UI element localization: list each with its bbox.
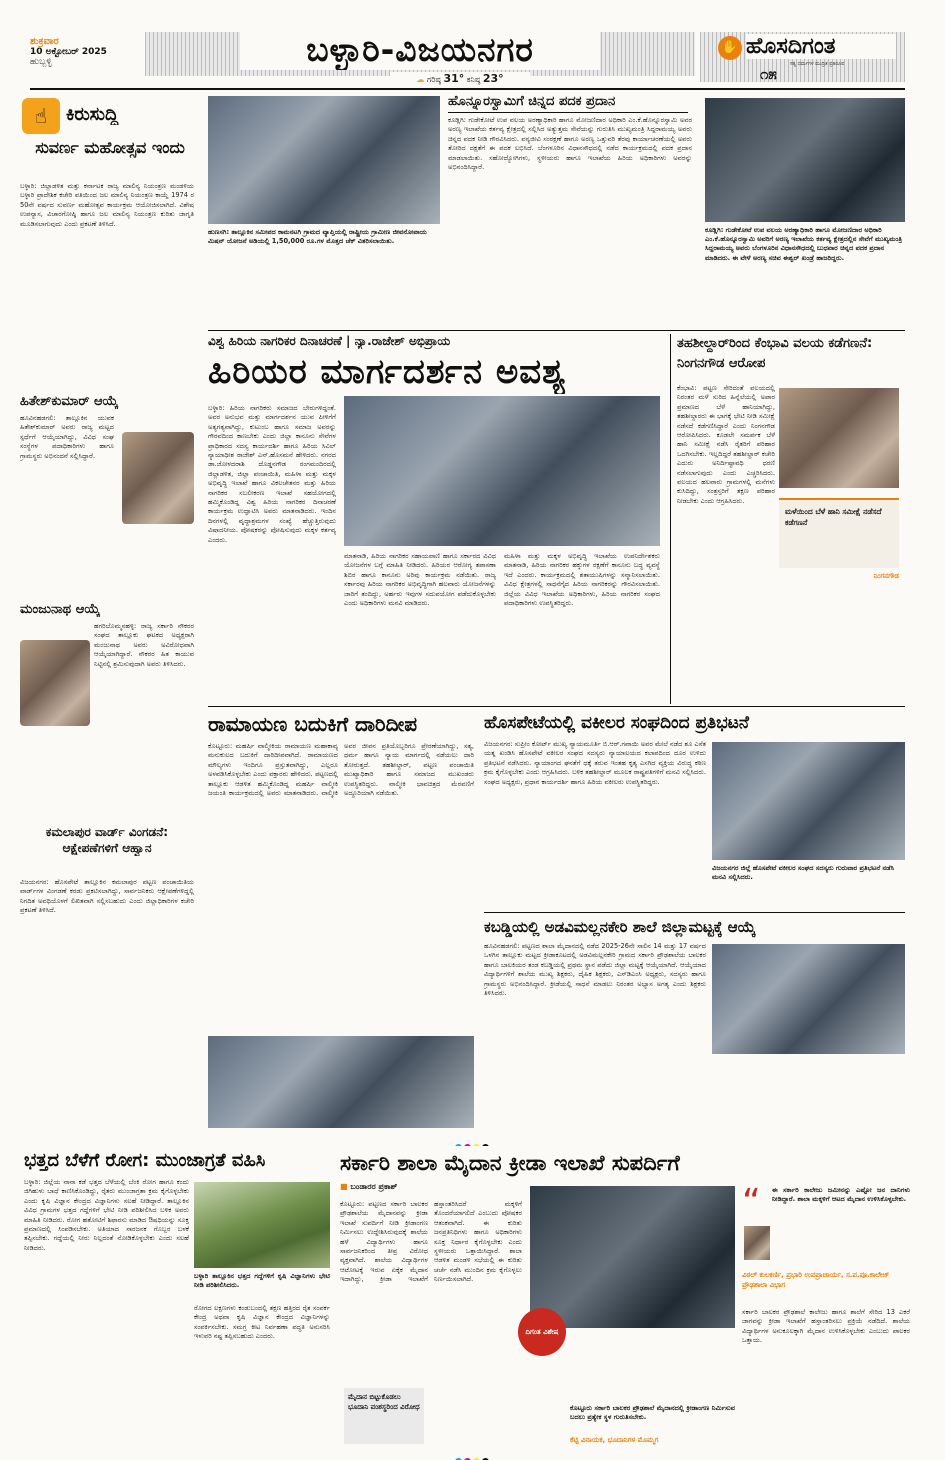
kirusuddi-headline: ಸುವರ್ಣ ಮಹೋತ್ಸವ ಇಂದು [35,138,185,157]
school-headline: ಸರ್ಕಾರಿ ಶಾಲಾ ಮೈದಾನ ಕ್ರೀಡಾ ಇಲಾಖೆ ಸುಪರ್ದಿಗೆ [340,1151,680,1175]
weather-readout: ☁ ಗರಿಷ್ಠ 31° ಕನಿಷ್ಠ 23° [390,72,530,86]
day-label: ಶುಕ್ರವಾರ [30,36,59,47]
elders-body-col2: ಮಾತನಾಡಿ, ಹಿರಿಯ ನಾಗರಿಕರ ಸಹಾಯವಾಣಿ ಹಾಗೂ ಸರ್ಕಾರದ ವಿವಿಧ ಯೋಜನೆಗಳ ಬಗ್ಗೆ ಮಾಹಿತಿ ನೀಡಿದರು. ಹಿರಿಯರ ಆರೋಗ್ಯ ತಪಾಸಣಾ ಶಿಬಿರ ಹಾಗೂ ಕಾನೂನು ಅರಿವು ಕಾರ್ಯಕ್ರಮ ನಡೆಯಿತು. ರಾಜ್ಯ ಸರ್ಕಾರವು ಹಿರಿಯ ನಾಗರಿಕರ ಅಭಿವೃದ್ಧಿಗಾಗಿ ಹಲವಾರು ಯೋಜನೆಗಳನ್ನು ಜಾರಿಗೆ ತಂದಿದ್ದು, ಅರ್ಹರು ಇವುಗಳ ಸದುಪಯೋಗ ಪಡೆದುಕೊಳ್ಳಬೇಕು ಎಂದು ಅಧಿಕಾರಿಗಳು ಮನವಿ ಮಾಡಿದರು. [344,552,496,608]
item3-body: ಹಗರಿಬೊಮ್ಮನಹಳ್ಳಿ: ರಾಜ್ಯ ಸರ್ಕಾರಿ ನೌಕರರ ಸಂಘದ ತಾಲ್ಲೂಕು ಘಟಕದ ಅಧ್ಯಕ್ಷರಾಗಿ ಮಂಜುನಾಥ ಅವರು ಅವಿರೋಧವಾಗಿ ಆಯ್ಕೆಯಾಗಿದ್ದಾರೆ. ನೌಕರರ ಹಿತ ಕಾಯುವ ನಿಟ್ಟಿನಲ್ಲಿ ಶ್ರಮಿಸುವುದಾಗಿ ಅವರು ತಿಳಿಸಿದರು. [94,622,194,668]
paddy-body-2: ರೋಗದ ಲಕ್ಷಣಗಳು ಕಂಡುಬಂದಲ್ಲಿ ತಕ್ಷಣ ಹತ್ತಿರದ ರೈತ ಸಂಪರ್ಕ ಕೇಂದ್ರ ಅಥವಾ ಕೃಷಿ ವಿಜ್ಞಾನ ಕೇಂದ್ರದ ವಿಜ್ಞಾನಿಗಳನ್ನು ಸಂಪರ್ಕಿಸಬೇಕು. ಸಮಗ್ರ ಕೀಟ ನಿರ್ವಹಣಾ ಪದ್ಧತಿ ಅನುಸರಿಸಿ ಇಳುವರಿ ನಷ್ಟ ತಪ್ಪಿಸಬಹುದು ಎಂದರು. [194,1304,330,1341]
quote1-author: ವಿಠಲ್ ಕುಲಕರ್ಣಿ, ಪ್ರಭಾರಿ ಉಪಪ್ರಾಚಾರ್ಯ, ಸ.ಪ.ಪೂ.ಕಾಲೇಜ್ ಪ್ರೌಢಶಾಲಾ ವಿಭಾಗ [742,1271,890,1289]
tahsildar-body: ಕೆಂಭಾವಿ: ಪಟ್ಟಣ ಸೇರಿದಂತೆ ವಲಯದಲ್ಲಿ ನಿರಂತರ ಮಳೆ ಸುರಿದ ಹಿನ್ನೆಲೆಯಲ್ಲಿ ಅಪಾರ ಪ್ರಮಾಣದ ಬೆಳೆ ಹಾನಿಯಾಗಿದ್ದು, ತಹಶೀಲ್ದಾರರು ಈ ಭಾಗಕ್ಕೆ ಭೇಟಿ ನೀಡಿ ಸಮೀಕ್ಷೆ ನಡೆಸದೆ ಕಡೆಗಣಿಸಿದ್ದಾರೆ ಎಂದು ನಿಂಗನಗೌಡ ಆರೋಪಿಸಿದರು. ಕೂಡಲೇ ಸಮರ್ಪಕ ಬೆಳೆ ಹಾನಿ ಸಮೀಕ್ಷೆ ನಡೆಸಿ ರೈತರಿಗೆ ಪರಿಹಾರ ಒದಗಿಸಬೇಕು. ಇಲ್ಲದಿದ್ದರೆ ತಹಶೀಲ್ದಾರ್ ಕಚೇರಿ ಎದುರು ಅನಿರ್ದಿಷ್ಟಾವಧಿ ಧರಣಿ ನಡೆಸಲಾಗುವುದು ಎಂದು ಎಚ್ಚರಿಸಿದರು. ವಲಯದ ಹಲವಾರು ಗ್ರಾಮಗಳಲ್ಲಿ ಮನೆಗಳು ಕುಸಿದಿದ್ದು, ಸಂತ್ರಸ್ತರಿಗೆ ತಕ್ಷಣ ಪರಿಹಾರ ನೀಡಬೇಕು ಎಂದು ಆಗ್ರಹಿಸಿದರು. [677,384,775,505]
side-note-text: ಮೈದಾನ ಬಿಟ್ಟುಕೊಡಲು ಭೂದಾನಿ ವಂಶಸ್ಥರಿಂದ ವಿರೋಧ [348,1393,420,1411]
photo-school-gate [530,1186,735,1328]
school-story [340,1148,910,1448]
photo-honnur-award [705,98,905,222]
divider-kabaddi [484,912,905,913]
item4-headline: ಕಮಲಾಪುರ ವಾರ್ಡ್ ವಿಂಗಡನೆ: ಆಕ್ಷೇಪಣೆಗಳಿಗೆ ಆಹ್ವಾನ [45,825,169,855]
advocates-photo-caption: ವಿಜಯನಗರ ಜಿಲ್ಲೆ ಹೊಸಪೇಟೆ ವಕೀಲರ ಸಂಘದ ಸದಸ್ಯರು ಗುರುವಾರ ಪ್ರತಿಭಟನೆ ನಡೆಸಿ ಮನವಿ ಸಲ್ಲಿಸಿದರು. [712,864,895,882]
photo-kabaddi-team [712,944,905,1054]
portrait-ninganagouda [779,388,899,488]
quote-box-2 [530,1374,735,1448]
quote-box-1 [742,1186,910,1304]
tahsildar-pullquote-author: ನಿಂಗನಗೌಡ [873,572,899,580]
photo-check-caption: ಹುಣಸಗಿ: ತಾಲ್ಲೂಕಿನ ಸಮೀಪದ ಕಾಮನಟಗಿ ಗ್ರಾಮದ ವ್ಯಾಪ್ತಿಯಲ್ಲಿ ರಾಷ್ಟ್ರೀಯ ಗ್ರಾಮೀಣ ಜೀವನೋಪಾಯ ಮಿಷನ್ ಯೋಜನೆ ಅಡಿಯಲ್ಲಿ 1,50,000 ರೂ.ಗಳ ಮೊತ್ತದ ಚೆಕ್ ವಿತರಿಸಲಾಯಿತು. [208,228,427,246]
kirusuddi-column [14,94,200,1134]
temp-max: 31° [443,72,465,85]
advocates-body: ವಿಜಯನಗರ: ಸುಪ್ರೀಂ ಕೋರ್ಟ್ ಮುಖ್ಯ ನ್ಯಾಯಮೂರ್ತಿ ಬಿ.ಆರ್.ಗವಾಯಿ ಅವರ ಮೇಲೆ ನಡೆದ ಶೂ ಎಸೆತ ಯತ್ನ ಖಂಡಿಸಿ ಹೊಸಪೇಟೆ ವಕೀಲರ ಸಂಘದ ಸದಸ್ಯರು ನ್ಯಾಯಾಲಯದ ಕಲಾಪದಿಂದ ದೂರ ಉಳಿದು ಪ್ರತಿಭಟನೆ ನಡೆಸಿದರು. ನ್ಯಾಯಾಂಗದ ಘನತೆಗೆ ಧಕ್ಕೆ ತರುವ ಇಂತಹ ಕೃತ್ಯ ಎಸಗಿದ ವ್ಯಕ್ತಿಯ ವಿರುದ್ಧ ಕಠಿಣ ಕ್ರಮ ಕೈಗೊಳ್ಳಬೇಕು ಎಂದು ಆಗ್ರಹಿಸಿದರು. ಬಳಿಕ ತಹಶೀಲ್ದಾರ್ ಮೂಲಕ ರಾಷ್ಟ್ರಪತಿಗಳಿಗೆ ಮನವಿ ಸಲ್ಲಿಸಿದರು. ಸಂಘದ ಅಧ್ಯಕ್ಷರು, ಪ್ರಧಾನ ಕಾರ್ಯದರ್ಶಿ ಹಾಗೂ ಹಿರಿಯ ವಕೀಲರು ಉಪಸ್ಥಿತರಿದ್ದರು. [484,740,706,786]
paddy-headline: ಭತ್ತದ ಬೆಳೆಗೆ ರೋಗ: ಮುಂಜಾಗ್ರತೆ ವಹಿಸಿ [24,1150,266,1171]
elders-body-col1: ಬಳ್ಳಾರಿ: ಹಿರಿಯ ನಾಗರಿಕರು ಸಮಾಜದ ಬೇರುಗಳಿದ್ದಂತೆ. ಅವರ ಅನುಭವ ಮತ್ತು ಮಾರ್ಗದರ್ಶನ ಯುವ ಪೀಳಿಗೆಗೆ ಅತ್ಯಗತ್ಯವಾಗಿದ್ದು, ಕುಟುಂಬ ಹಾಗೂ ಸಮಾಜ ಅವರನ್ನು ಗೌರವದಿಂದ ಕಾಣಬೇಕು ಎಂದು ಜಿಲ್ಲಾ ಕಾನೂನು ಸೇವೆಗಳ ಪ್ರಾಧಿಕಾರದ ಸದಸ್ಯ ಕಾರ್ಯದರ್ಶಿ ಹಾಗೂ ಹಿರಿಯ ಸಿವಿಲ್ ನ್ಯಾಯಾಧೀಶ ರಾಜೇಶ್ ಎನ್.ಹೊಸಮನೆ ಹೇಳಿದರು. ನಗರದ ಡಾ.ಜೋಳದರಾಶಿ ದೊಡ್ಡನಗೌಡ ರಂಗಮಂದಿರದಲ್ಲಿ ಜಿಲ್ಲಾಡಳಿತ, ಜಿಲ್ಲಾ ಪಂಚಾಯಿತಿ, ಮಹಿಳಾ ಮತ್ತು ಮಕ್ಕಳ ಅಭಿವೃದ್ಧಿ ಇಲಾಖೆ ಹಾಗೂ ವಿಕಲಚೇತನರ ಮತ್ತು ಹಿರಿಯ ನಾಗರಿಕರ ಸಬಲೀಕರಣ ಇಲಾಖೆ ಸಹಯೋಗದಲ್ಲಿ ಹಮ್ಮಿಕೊಂಡಿದ್ದ ವಿಶ್ವ ಹಿರಿಯ ನಾಗರಿಕರ ದಿನಾಚರಣೆ ಕಾರ್ಯಕ್ರಮ ಉದ್ಘಾಟಿಸಿ ಅವರು ಮಾತನಾಡಿದರು. ಇಂದಿನ ದಿನಗಳಲ್ಲಿ ವೃದ್ಧಾಶ್ರಮಗಳ ಸಂಖ್ಯೆ ಹೆಚ್ಚುತ್ತಿರುವುದು ವಿಷಾದನೀಯ. ಪೋಷಕರನ್ನು ಪೋಷಿಸುವುದು ಮಕ್ಕಳ ಕರ್ತವ್ಯ ಎಂದರು. [208,404,336,544]
date-label: 10 ಅಕ್ಟೋಬರ್ 2025 [30,47,107,57]
divider-row3 [208,706,905,707]
ramayana-body: ಕೊಟ್ಟೂರು: ಮಹರ್ಷಿ ವಾಲ್ಮೀಕಿಯ ರಾಮಾಯಣ ಮಹಾಕಾವ್ಯ ಮನುಕುಲದ ಬದುಕಿಗೆ ದಾರಿದೀಪವಾಗಿದೆ. ರಾಮಾಯಣದ ಮೌಲ್ಯಗಳು ಇಂದಿಗೂ ಪ್ರಸ್ತುತವಾಗಿದ್ದು, ಎಲ್ಲರೂ ಅಳವಡಿಸಿಕೊಳ್ಳಬೇಕು ಎಂದು ವಕ್ತಾರರು ಹೇಳಿದರು. ಪಟ್ಟಣದಲ್ಲಿ ತಾಲ್ಲೂಕು ಆಡಳಿತ ಹಮ್ಮಿಕೊಂಡಿದ್ದ ಮಹರ್ಷಿ ವಾಲ್ಮೀಕಿ ಜಯಂತಿ ಕಾರ್ಯಕ್ರಮದಲ್ಲಿ ಅವರು ಮಾತನಾಡಿದರು. ವಾಲ್ಮೀಕಿ ಅವರ ಜೀವನ ಪ್ರತಿಯೊಬ್ಬರಿಗೂ ಪ್ರೇರಣೆಯಾಗಿದ್ದು, ಸತ್ಯ, ಧರ್ಮ ಹಾಗೂ ನ್ಯಾಯ ಮಾರ್ಗದಲ್ಲಿ ನಡೆಯಲು ದಾರಿ ತೋರುತ್ತದೆ. ತಹಶೀಲ್ದಾರ್, ಪಟ್ಟಣ ಪಂಚಾಯಿತಿ ಮುಖ್ಯಾಧಿಕಾರಿ ಹಾಗೂ ಸಮಾಜದ ಮುಖಂಡರು ಉಪಸ್ಥಿತರಿದ್ದರು. ವಾಲ್ಮೀಕಿ ಭಾವಚಿತ್ರದ ಮೆರವಣಿಗೆ ಅದ್ದೂರಿಯಾಗಿ ನಡೆಯಿತು. [208,742,474,798]
photo-paddy-field [194,1182,330,1268]
item2-headline: ಹಿತೇಶ್‌ಕುಮಾರ್ ಆಯ್ಕೆ [20,394,119,409]
brand-tagline: ಸತ್ಯ ಧರ್ಮಗಳ ಮುದ್ರಿತ ಪ್ರತಿರೂಪ [790,61,845,67]
kirusuddi-badge [22,98,192,134]
honnur-photo-caption: ಕೂಡ್ಲಿಗಿ: ಗುಡೇಕೋಟೆ ಉಪ ವಲಯ ಅರಣ್ಯಾಧಿಕಾರಿ ಹಾಗೂ ಮೋಜಣಿದಾರ ಅಧಿಕಾರಿ ಎಂ.ಕೆ.ಹೊನ್ನೂರಸ್ವಾಮಿ ಅವರಿಗೆ ಅರಣ್ಯ ಇಲಾಖೆಯ ಕರ್ತವ್ಯ ಕ್ಷೇತ್ರದಲ್ಲಿನ ಸೇವೆಗೆ ಮುಖ್ಯಮಂತ್ರಿ ಸಿದ್ದರಾಮಯ್ಯ ಅವರು ಬೆಂಗಳೂರಿನ ವಿಧಾನಸೌಧದಲ್ಲಿ ಬುಧವಾರ ಚಿನ್ನದ ಪದಕ ಪ್ರದಾನ ಮಾಡಿದರು. ಈ ವೇಳೆ ಅರಣ್ಯ ಸಚಿವ ಈಶ್ವರ್ ಖಂಡ್ರೆ ಹಾಜರಿದ್ದರು. [705,226,903,262]
brand-name: ಹೊಸದಿಗಂತ [746,34,896,59]
quote1-text: ಈ ಸರ್ಕಾರಿ ಕಾಲೇಜು ಜಮೀನನ್ನು ಎಷ್ಟೋ ಜನ ದಾನಿಗಳು ನೀಡಿದ್ದಾರೆ. ಶಾಲಾ ಮಕ್ಕಳಿಗೆ ಆಟದ ಮೈದಾನ ಉಳಿಸಿಕೊಳ್ಳಬೇಕು. [772,1186,910,1204]
item3-headline: ಮಂಜುನಾಥ ಆಯ್ಕೆ [20,602,100,617]
elders-body-col3: ಮಹಿಳಾ ಮತ್ತು ಮಕ್ಕಳ ಅಭಿವೃದ್ಧಿ ಇಲಾಖೆಯ ಉಪನಿರ್ದೇಶಕರು ಮಾತನಾಡಿ, ಹಿರಿಯ ನಾಗರಿಕರ ಹಕ್ಕುಗಳ ರಕ್ಷಣೆಗೆ ಕಾನೂನು ಬದ್ಧ ವ್ಯವಸ್ಥೆ ಇದೆ ಎಂದರು. ಕಾರ್ಯಕ್ರಮದಲ್ಲಿ ಶತಾಯುಷಿಗಳನ್ನು ಸನ್ಮಾನಿಸಲಾಯಿತು. ವಿವಿಧ ಕ್ಷೇತ್ರಗಳಲ್ಲಿ ಸಾಧನೆಗೈದ ಹಿರಿಯ ನಾಗರಿಕರನ್ನು ಗೌರವಿಸಲಾಯಿತು. ಜಿಲ್ಲೆಯ ವಿವಿಧ ಇಲಾಖೆಯ ಅಧಿಕಾರಿಗಳು, ಹಿರಿಯ ನಾಗರಿಕರ ಸಂಘದ ಪದಾಧಿಕಾರಿಗಳು ಉಪಸ್ಥಿತರಿದ್ದರು. [504,552,660,608]
elders-kicker: ವಿಶ್ವ ಹಿರಿಯ ನಾಗರಿಕರ ದಿನಾಚರಣೆ | ನ್ಯಾ.ರಾಜೇಶ್ ಅಭಿಪ್ರಾಯ [208,334,451,348]
hand-icon: ☝ [22,98,60,134]
quote2-author: ಕೆಟ್ಟಿ ವಿನಾಯಕ, ಭೂದಾನಿಗಳ ಮೊಮ್ಮಗ [570,1436,659,1444]
kabaddi-body: ಹೂವಿನಹಡಗಲಿ: ಪಟ್ಟಣದ ಶಾಲಾ ಮೈದಾನದಲ್ಲಿ ನಡೆದ 2025-26ನೇ ಸಾಲಿನ 14 ಮತ್ತು 17 ವರ್ಷದ ಒಳಗಿನ ತಾಲ್ಲೂಕು ಮಟ್ಟದ ಕ್ರೀಡಾಕೂಟದಲ್ಲಿ ಅಡವಿಮಲ್ಲನಕೇರಿ ಗ್ರಾಮದ ಸರ್ಕಾರಿ ಪ್ರೌಢಶಾಲೆಯ ಬಾಲಕರ ಹಾಗೂ ಬಾಲಕಿಯರ ತಂಡ ಕಬಡ್ಡಿಯಲ್ಲಿ ಪ್ರಥಮ ಸ್ಥಾನ ಪಡೆದು ಜಿಲ್ಲಾ ಮಟ್ಟಕ್ಕೆ ಆಯ್ಕೆಯಾಗಿದೆ. ಆಯ್ಕೆಯಾದ ವಿದ್ಯಾರ್ಥಿಗಳಿಗೆ ಶಾಲೆಯ ಮುಖ್ಯ ಶಿಕ್ಷಕರು, ದೈಹಿಕ ಶಿಕ್ಷಕರು, ಎಸ್‌ಡಿಎಂಸಿ ಅಧ್ಯಕ್ಷರು, ಸದಸ್ಯರು ಹಾಗೂ ಗ್ರಾಮಸ್ಥರು ಅಭಿನಂದಿಸಿದ್ದಾರೆ. ಕ್ರೀಡೆಯಲ್ಲಿ ಸಾಧನೆ ಮಾಡಲು ನಿರಂತರ ಅಭ್ಯಾಸ ಅಗತ್ಯ ಎಂದು ಶಿಕ್ಷಕರು ತಿಳಿಸಿದರು. [484,942,706,998]
elders-headline: ಹಿರಿಯರ ಮಾರ್ಗದರ್ಶನ ಅವಶ್ಯ [208,352,567,392]
honnur-headline: ಹೊನ್ನೂರಸ್ವಾಮಿಗೆ ಚಿನ್ನದ ಪದಕ ಪ್ರದಾನ [448,94,688,113]
advocates-headline: ಹೊಸಪೇಟೆಯಲ್ಲಿ ವಕೀಲರ ಸಂಘದಿಂದ ಪ್ರತಿಭಟನೆ [484,713,749,733]
tahsildar-pullquote: ಮಳೆಯಿಂದ ಬೆಳೆ ಹಾನಿ ಸಮೀಕ್ಷೆ ನಡೆಸದೆ ಕಡೆಗಣನೆ [785,507,882,527]
elders-story [208,334,663,704]
photo-check-distribution [208,96,440,224]
school-byline: ■ ಬಂಡಾರರ ಪ್ರಕಾಶ್ [340,1182,398,1191]
school-body-right: ಸರ್ಕಾರಿ ಬಾಲಕರ ಪ್ರೌಢಶಾಲೆ ಕಾಲೇಜು ಹಾಗೂ ಶಾಲೆಗೆ ಸೇರಿದ 13 ಎಕರೆ ಜಾಗವನ್ನು ಕ್ರೀಡಾ ಇಲಾಖೆಗೆ ಹಸ್ತಾಂತರಿಸಲು ಪ್ರಕ್ರಿಯೆ ನಡೆದಿದೆ. ಶಾಲೆಯ ವಿದ್ಯಾರ್ಥಿಗಳ ಅನುಕೂಲಕ್ಕಾಗಿ ಮೈದಾನ ಉಳಿಸಿಕೊಳ್ಳಬೇಕು ಎಂಬುದು ಪಾಲಕರ ಒತ್ತಾಯ. [742,1308,910,1345]
kirusuddi-body: ಬಳ್ಳಾರಿ: ಜಿಲ್ಲಾಡಳಿತ ಮತ್ತು ಕರ್ನಾಟಕ ರಾಜ್ಯ ಮಾಲಿನ್ಯ ನಿಯಂತ್ರಣ ಮಂಡಳಿಯ ಬಳ್ಳಾರಿ ಪ್ರಾದೇಶಿಕ ಕಚೇರಿ ವತಿಯಿಂದ ಜಲ ಮಾಲಿನ್ಯ ನಿಯಂತ್ರಣ ಕಾಯ್ದೆ 1974 ರ 50ನೇ ವರ್ಷದ ಸುವರ್ಣ ಮಹೋತ್ಸವ ಕಾರ್ಯಕ್ರಮ ಆಯೋಜಿಸಲಾಗಿದೆ. ವಿಶೇಷ ಉಪನ್ಯಾಸ, ವಿಚಾರಗೋಷ್ಠಿ ಹಾಗೂ ಜಲ ಮಾಲಿನ್ಯ ನಿಯಂತ್ರಣ ಕುರಿತು ಜಾಗೃತಿ ಮೂಡಿಸಲಾಗುವುದು ಎಂದು ಪ್ರಕಟಣೆ ತಿಳಿಸಿದೆ. [20,182,194,228]
photo-ramayana-event [208,1036,474,1128]
header-rule [30,88,905,90]
byline-marker-icon: ■ [340,1182,348,1191]
divider-elders-top [208,330,905,331]
registration-marks-bottom [14,1450,931,1460]
tahsildar-story [670,334,905,704]
date-block [30,36,140,76]
school-body: ಕೊಟ್ಟೂರು: ಪಟ್ಟಣದ ಸರ್ಕಾರಿ ಬಾಲಕರ ಪ್ರೌಢಶಾಲೆಯ ಮೈದಾನವನ್ನು ಕ್ರೀಡಾ ಇಲಾಖೆ ಸುಪರ್ದಿಗೆ ನೀಡಿ ಕ್ರೀಡಾಂಗಣ ನಿರ್ಮಿಸಲು ಉದ್ದೇಶಿಸಿರುವುದಕ್ಕೆ ಶಾಲೆಯ ಹಳೆ ವಿದ್ಯಾರ್ಥಿಗಳು ಹಾಗೂ ಸಾರ್ವಜನಿಕರಿಂದ ತೀವ್ರ ವಿರೋಧ ವ್ಯಕ್ತವಾಗಿದೆ. ಶಾಲೆಯ ವಿದ್ಯಾರ್ಥಿಗಳ ಆಟೋಟಕ್ಕೆ ಇರುವ ಏಕೈಕ ಮೈದಾನ ಇದಾಗಿದ್ದು, ಕ್ರೀಡಾ ಇಲಾಖೆಗೆ ಹಸ್ತಾಂತರಿಸಿದರೆ ಮಕ್ಕಳಿಗೆ ತೊಂದರೆಯಾಗಲಿದೆ ಎಂಬುದು ಪೋಷಕರ ಆತಂಕವಾಗಿದೆ. ಈ ಕುರಿತು ಜನಪ್ರತಿನಿಧಿಗಳು ಹಾಗೂ ಅಧಿಕಾರಿಗಳು ಸೂಕ್ತ ನಿರ್ಧಾರ ಕೈಗೊಳ್ಳಬೇಕು ಎಂದು ಸ್ಥಳೀಯರು ಒತ್ತಾಯಿಸಿದ್ದಾರೆ. ಶಾಲಾ ಆಡಳಿತ ಮಂಡಳಿ ಸಭೆಯಲ್ಲಿ ಈ ಕುರಿತು ಚರ್ಚೆ ನಡೆಸಿ ಮುಂದಿನ ಕ್ರಮ ಕೈಗೊಳ್ಳಲು ನಿರ್ಣಯಿಸಲಾಗಿದೆ. [340,1200,522,1284]
sun-cloud-icon: ☁ [416,75,425,84]
ramayana-story [208,710,476,1130]
kirusuddi-label: ಕಿರುಸುದ್ದಿ [66,104,119,125]
portrait-vithal [744,1226,770,1260]
item2-body: ಹೂವಿನಹಡಗಲಿ: ತಾಲ್ಲೂಕಿನ ಯುವಕ ಹಿತೇಶ್‌ಕುಮಾರ್ ಅವರು ರಾಜ್ಯ ಮಟ್ಟದ ಸ್ಪರ್ಧೆಗೆ ಆಯ್ಕೆಯಾಗಿದ್ದು, ವಿವಿಧ ಸಂಘ ಸಂಸ್ಥೆಗಳ ಪದಾಧಿಕಾರಿಗಳು ಹಾಗೂ ಗ್ರಾಮಸ್ಥರು ಅಭಿನಂದನೆ ಸಲ್ಲಿಸಿದ್ದಾರೆ. [20,414,114,460]
registration-marks-top [14,1136,931,1146]
brand-logo-icon: ✋ [718,36,742,60]
temp-min: 23° [482,72,504,85]
kabaddi-headline: ಕಬಡ್ಡಿಯಲ್ಲಿ ಅಡವಿಮಲ್ಲನಕೇರಿ ಶಾಲೆ ಜಿಲ್ಲಾಮಟ್ಟಕ್ಕೆ ಆಯ್ಕೆ [484,918,756,936]
special-stamp: ದಿಗಂತ ವಿಶೇಷ [518,1308,566,1356]
honnur-body: ಕೂಡ್ಲಿಗಿ: ಗುಡೇಕೋಟೆ ಉಪ ವಲಯ ಅರಣ್ಯಾಧಿಕಾರಿ ಹಾಗೂ ಮೋಜಣಿದಾರ ಅಧಿಕಾರಿ ಎಂ.ಕೆ.ಹೊನ್ನೂರಸ್ವಾಮಿ ಅವರ ಅರಣ್ಯ ಇಲಾಖೆಯ ಕರ್ತವ್ಯ ಕ್ಷೇತ್ರದಲ್ಲಿ ಸಲ್ಲಿಸಿದ ಅತ್ಯುತ್ತಮ ಸೇವೆಯನ್ನು ಗುರುತಿಸಿ ಮುಖ್ಯಮಂತ್ರಿ ಸಿದ್ದರಾಮಯ್ಯ ಅವರು ಚಿನ್ನದ ಪದಕ ನೀಡಿ ಗೌರವಿಸಿದರು. ವನ್ಯಜೀವಿ ಸಂರಕ್ಷಣೆ ಹಾಗೂ ಅರಣ್ಯ ಒತ್ತುವರಿ ತೆರವು ಕಾರ್ಯಾಚರಣೆಯಲ್ಲಿ ಅವರು ತೋರಿದ ದಕ್ಷತೆಗೆ ಈ ಪದಕ ಲಭಿಸಿದೆ. ಬೆಂಗಳೂರಿನ ವಿಧಾನಸೌಧದಲ್ಲಿ ನಡೆದ ಕಾರ್ಯಕ್ರಮದಲ್ಲಿ ಪದಕ ಪ್ರದಾನ ಮಾಡಲಾಯಿತು. ಸಹೋದ್ಯೋಗಿಗಳು, ಸ್ಥಳೀಯರು ಹಾಗೂ ಇಲಾಖೆಯ ಹಿರಿಯ ಅಧಿಕಾರಿಗಳು ಅವರನ್ನು ಅಭಿನಂದಿಸಿದ್ದಾರೆ. [448,116,692,172]
photo-elders-stage [344,396,660,546]
section-title: ಬಳ್ಳಾರಿ-ವಿಜಯನಗರ [240,30,600,70]
portrait-hiteshkumar [122,432,194,524]
paddy-story [14,1148,334,1448]
page-number: ೧೫ [760,65,777,82]
quote2-text: ಕೊಟ್ಟೂರು ಸರ್ಕಾರಿ ಬಾಲಕರ ಪ್ರೌಢಶಾಲೆ ಮೈದಾನದಲ್ಲಿ ಕ್ರೀಡಾಂಗಣ ನಿರ್ಮಿಸುವ ಬದಲು ಪ್ರತ್ಯೇಕ ಸ್ಥಳ ಗುರುತಿಸಬೇಕು. [570,1404,735,1422]
photo-advocates-protest [712,742,905,860]
ramayana-headline: ರಾಮಾಯಣ ಬದುಕಿಗೆ ದಾರಿದೀಪ [208,712,418,736]
portrait-manjunatha [20,640,90,726]
brand-block [700,32,905,82]
quote-mark-icon: “ [742,1186,761,1214]
advocates-story [484,710,905,910]
tahsildar-pullquote-box [779,498,899,568]
city-label: ಹುಬ್ಬಳ್ಳಿ [30,57,52,67]
masthead [0,0,945,92]
item4-body: ವಿಜಯನಗರ: ಹೊಸಪೇಟೆ ತಾಲ್ಲೂಕಿನ ಕಮಲಾಪುರ ಪಟ್ಟಣ ಪಂಚಾಯಿತಿಯ ವಾರ್ಡ್‌ಗಳ ವಿಂಗಡಣೆ ಕರಡು ಪ್ರಕಟಿಸಲಾಗಿದ್ದು, ಸಾರ್ವಜನಿಕರು ಆಕ್ಷೇಪಣೆಗಳಿದ್ದಲ್ಲಿ ನಿಗದಿತ ಅವಧಿಯೊಳಗೆ ಲಿಖಿತವಾಗಿ ಸಲ್ಲಿಸಬಹುದು ಎಂದು ಜಿಲ್ಲಾಧಿಕಾರಿಗಳ ಕಚೇರಿ ಪ್ರಕಟಣೆ ತಿಳಿಸಿದೆ. [20,878,194,915]
paddy-photo-caption: ಬಳ್ಳಾರಿ ತಾಲ್ಲೂಕಿನ ಭತ್ತದ ಗದ್ದೆಗಳಿಗೆ ಕೃಷಿ ವಿಜ್ಞಾನಿಗಳು ಭೇಟಿ ನೀಡಿ ಪರಿಶೀಲಿಸಿದರು. [194,1272,330,1290]
school-side-note [344,1388,424,1444]
tahsildar-headline: ತಹಶೀಲ್ದಾರ್‌ರಿಂದ ಕೆಂಭಾವಿ ವಲಯ ಕಡೆಗಣನೆ: ನಿಂಗನಗೌಡ ಆರೋಪ [677,336,873,371]
paddy-body: ಬಳ್ಳಾರಿ: ಜಿಲ್ಲೆಯ ನಾನಾ ಕಡೆ ಭತ್ತದ ಬೆಳೆಯಲ್ಲಿ ಬೆಂಕಿ ರೋಗ ಹಾಗೂ ಕಂದು ಜಿಗಿಹುಳು ಬಾಧೆ ಕಾಣಿಸಿಕೊಂಡಿದ್ದು, ರೈತರು ಮುಂಜಾಗ್ರತಾ ಕ್ರಮ ಕೈಗೊಳ್ಳಬೇಕು ಎಂದು ಕೃಷಿ ವಿಜ್ಞಾನ ಕೇಂದ್ರದ ವಿಜ್ಞಾನಿಗಳು ಸಲಹೆ ನೀಡಿದ್ದಾರೆ. ತಾಲ್ಲೂಕಿನ ವಿವಿಧ ಗ್ರಾಮಗಳ ಭತ್ತದ ಗದ್ದೆಗಳಿಗೆ ಭೇಟಿ ನೀಡಿ ಪರಿಶೀಲಿಸಿದ ಬಳಿಕ ಅವರು ಮಾಹಿತಿ ನೀಡಿದರು. ರೋಗ ಹತೋಟಿಗೆ ಶಿಫಾರಸು ಮಾಡಿದ ಔಷಧಿಯನ್ನು ಸೂಕ್ತ ಪ್ರಮಾಣದಲ್ಲಿ ಸಿಂಪಡಿಸಬೇಕು. ಅತಿಯಾದ ಸಾರಜನಕ ಗೊಬ್ಬರ ಬಳಕೆ ತಪ್ಪಿಸಬೇಕು. ಗದ್ದೆಯಲ್ಲಿ ನೀರು ನಿಲ್ಲದಂತೆ ನೋಡಿಕೊಳ್ಳಬೇಕು ಎಂದು ಸಲಹೆ ನೀಡಿದರು. [24,1178,189,1252]
kabaddi-story [484,916,905,1132]
honnur-story [448,94,698,326]
